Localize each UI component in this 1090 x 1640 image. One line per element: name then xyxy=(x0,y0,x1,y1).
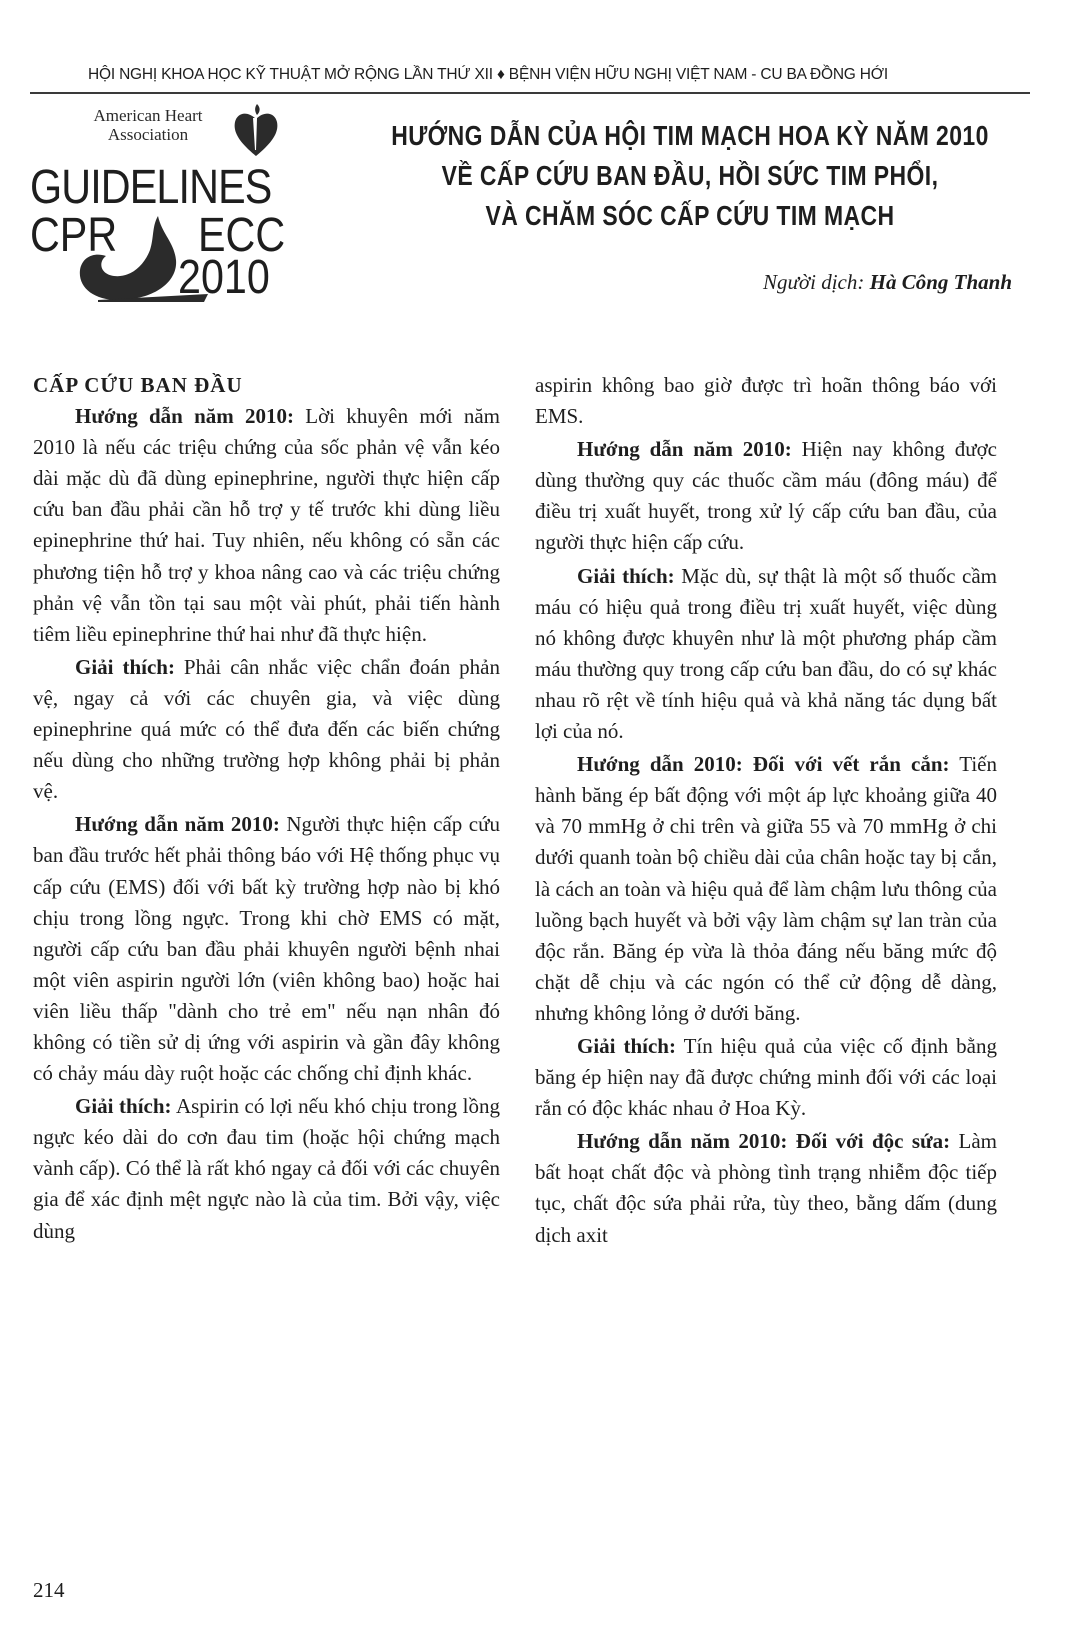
paragraph xyxy=(535,434,997,558)
paragraph-text: Mặc dù, sự thật là một số thuốc cầm máu có hiệu quả trong điều trị xuất huyết, việc dùng nó không được khuyên như là một phương pháp cầm máu thường quy trong cấp cứu ban đầu, do có sự khác nhau rõ rệt về tính hiệu quả và khả năng tác dụng bất lợi của nó. xyxy=(535,563,997,744)
document-title xyxy=(370,116,1010,236)
right-column xyxy=(535,370,997,1253)
section-heading: CẤP CỨU BAN ĐẦU xyxy=(33,373,243,397)
paragraph-label: Giải thích: xyxy=(75,654,175,679)
paragraph: aspirin không bao giờ được trì hoãn thông báo với EMS. xyxy=(535,373,997,429)
paragraph-label: Hướng dẫn năm 2010: xyxy=(75,404,294,429)
paragraph xyxy=(33,652,500,807)
logo-guidelines-text: GUIDELINES xyxy=(30,161,272,214)
title-line-1: HƯỚNG DẪN CỦA HỘI TIM MẠCH HOA KỲ NĂM 2010 xyxy=(391,120,989,151)
paragraph-text: Hiện nay không được dùng thường quy các thuốc cầm máu (đông máu) để điều trị xuất huyết, trong xử lý cấp cứu ban đầu, của người thực hiện cấp cứu. xyxy=(535,437,997,555)
paragraph-text: Người thực hiện cấp cứu ban đầu trước hết phải thông báo với Hệ thống phục vụ cấp cứu (EMS) đối với bất kỳ trường hợp nào bị khó chịu trong lồng ngực. Trong khi chờ EMS có mặt, người cấp cứu ban đầu phải khuyên người bệnh nhai một viên aspirin người lớn (viên không bao) hoặc hai viên liều thấp "dành cho trẻ em" nếu nạn nhân đó không có tiền sử dị ứng với aspirin và gần đây không có chảy máu dày ruột hoặc các chống chỉ định khác. xyxy=(33,812,500,1086)
paragraph-label: Giải thích: xyxy=(577,1033,676,1058)
paragraph xyxy=(535,1126,997,1250)
paragraph-label: Giải thích: xyxy=(75,1094,172,1119)
paragraph-label: Hướng dẫn 2010: Đối với vết rắn cắn: xyxy=(577,752,950,777)
logo-year-text: 2010 xyxy=(178,251,270,304)
title-line-3: VÀ CHĂM SÓC CẤP CỨU TIM MẠCH xyxy=(485,200,895,231)
paragraph xyxy=(33,401,500,650)
aha-org-line1: American Heart xyxy=(93,106,203,125)
paragraph-label: Hướng dẫn năm 2010: Đối với độc sứa: xyxy=(577,1129,951,1154)
translator-label: Người dịch: xyxy=(762,270,865,294)
aha-org-line2: Association xyxy=(107,125,189,144)
paragraph-text: Làm bất hoạt chất độc và phòng tình trạng nhiễm độc tiếp tục, chất độc sứa phải rửa, tùy theo, bằng dấm (dung dịch axit xyxy=(535,1129,998,1247)
paragraph xyxy=(535,1031,997,1124)
paragraph-text: Aspirin có lợi nếu khó chịu trong lồng ngực kéo dài do cơn đau tim (hoặc hội chứng mạch vành cấp). Có thể là rất khó ngay cả đối với các chuyên gia để xác định mệt ngực nào là của tim. Bởi vậy, việc dùng xyxy=(33,1094,501,1243)
logo-ecc-text: ECC xyxy=(198,209,286,262)
heart-torch-icon xyxy=(231,102,281,160)
page-number: 214 xyxy=(33,1578,65,1602)
paragraph-text: Phải cân nhắc việc chẩn đoán phản vệ, ngay cả với các chuyên gia, và việc dùng epinephrine quá mức có thể đưa đến các biến chứng nếu dùng cho những trường hợp không phải bị phản vệ. xyxy=(33,654,500,804)
paragraph-label: Hướng dẫn năm 2010: xyxy=(75,812,280,837)
left-column xyxy=(33,370,500,1249)
title-line-2: VỀ CẤP CỨU BAN ĐẦU, HỒI SỨC TIM PHỔI, xyxy=(441,160,939,191)
logo-cpr-text: CPR xyxy=(30,209,118,262)
header-rule xyxy=(30,92,1030,94)
paragraph-text: Lời khuyên mới năm 2010 là nếu các triệu chứng của sốc phản vệ vẫn kéo dài mặc dù đã dùng epinephrine, người thực hiện cấp cứu ban đầu phải cần hỗ trợ y tế trước khi dùng liều epinephrine thứ hai. Tuy nhiên, nếu không có sẵn các phương tiện hỗ trợ y khoa nâng cao và các triệu chứng phản vệ vẫn tồn tại sau một vài phút, phải tiến hành tiêm liều epinephrine thứ hai như đã thực hiện. xyxy=(33,404,500,646)
paragraph xyxy=(33,809,500,1089)
paragraph xyxy=(535,749,997,1029)
aha-org-name xyxy=(58,106,238,144)
running-header: HỘI NGHỊ KHOA HỌC KỸ THUẬT MỞ RỘNG LẦN THỨ XII ♦ BỆNH VIỆN HỮU NGHỊ VIỆT NAM - CU BA ĐỒNG HỚI xyxy=(88,66,888,83)
paragraph-text: Tín hiệu quả của việc cố định bằng băng ép hiện nay đã được chứng minh đối với các loại rắn có độc khác nhau ở Hoa Kỳ. xyxy=(535,1033,998,1121)
paragraph-label: Giải thích: xyxy=(577,563,675,588)
paragraph xyxy=(33,1091,500,1246)
paragraph-label: Hướng dẫn năm 2010: xyxy=(577,437,792,462)
translator-name: Hà Công Thanh xyxy=(869,270,1012,294)
paragraph-text: Tiến hành băng ép bất động với một áp lực khoảng giữa 40 và 70 mmHg ở chi trên và giữa 55 và 70 mmHg ở chi dưới quanh toàn bộ chiều dài của chân hoặc tay bị cắn, là cách an toàn và hiệu quả để làm chậm lưu thông của luồng bạch huyết và bởi vậy làm chậm sự lan tràn của độc rắn. Băng ép vừa là thỏa đáng nếu băng mức độ chặt dễ chịu và các ngón có thể cử động dễ dàng, nhưng không lỏng ở dưới băng. xyxy=(535,752,997,1025)
paragraph xyxy=(535,561,997,748)
translator-credit xyxy=(763,270,1012,295)
aha-guidelines-logo xyxy=(28,102,286,304)
